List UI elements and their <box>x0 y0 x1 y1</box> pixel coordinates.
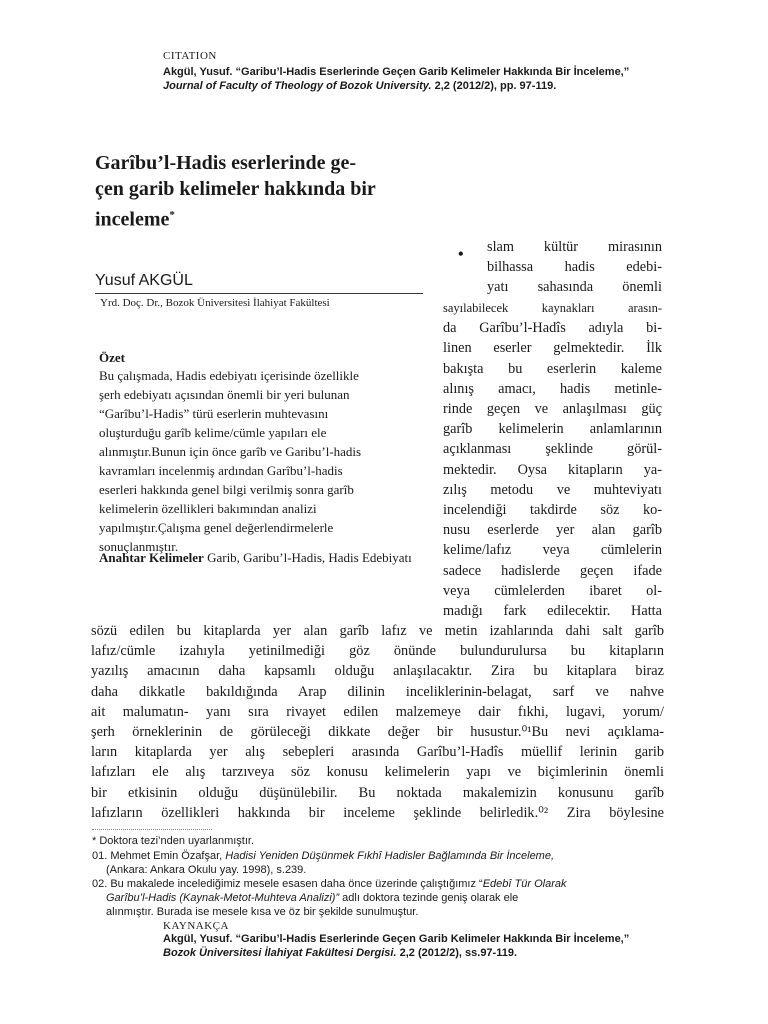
abstract-body: Bu çalışmada, Hadis edebiyatı içerisinde özellikle şerh edebiyatı açısından önemli bir yeri bulunan “Garîbu’l-Hadis” türü eserlerin muhtevasını oluşturduğu garîb kelime/cümle yapıları ele alınmıştır.Bunun için önce garîb ve Garibu’l-hadis kavramları incelenmiş ardından Garîbu’l-hadis eserleri hakkında genel bilgi verilmiş sonra garîb kelimelerin özellikleri bakımından analizi yapılmıştır.Çalışma genel değerlendirmelerle sonuçlanmıştır. <box>99 368 362 554</box>
citation-line-1: Akgül, Yusuf. “Garibu’l-Hadis Eserlerinde Geçen Garib Kelimeler Hakkında Bir İnceleme,” <box>163 66 630 78</box>
body-line: bir etkisinin olduğu düşünülebilir. Bu noktada makalemizin konusunu garîb <box>91 784 664 801</box>
footnote-divider <box>92 829 212 830</box>
body-line: bilhassa hadis edebi- <box>487 259 662 276</box>
body-line: lafızları ele alış tarzıveya söz konusu kelimelerin yapı ve biçimlerinin önemli <box>91 764 664 781</box>
body-line: nusu eserlerde yer alan garîb <box>443 522 662 539</box>
body-line: sayılabilecek kaynakları arasın- <box>443 301 662 315</box>
footnote-star: * Doktora tezi’nden uyarlanmıştır. <box>92 835 255 847</box>
title-footnote-mark: * <box>169 209 175 221</box>
body-line: sadece hadislerde geçen ifade <box>443 562 662 579</box>
dropcap-marker: • <box>458 246 464 263</box>
footnote-2-title-cont: Garîbu’l-Hadis (Kaynak-Metot-Muhteva Analizi)” <box>106 892 340 904</box>
author-affiliation: Yrd. Doç. Dr., Bozok Üniversitesi İlahiyat Fakültesi <box>100 297 330 309</box>
article-title <box>95 150 425 233</box>
body-line: mektedir. Oysa kitapların ya- <box>443 461 662 478</box>
body-line: slam kültür mirasının <box>487 239 662 255</box>
body-line: kelime/lafız veya cümlelerin <box>443 542 662 559</box>
author-divider <box>95 293 423 294</box>
body-line: garîb kelimelerin anlamlarının <box>443 421 662 438</box>
body-line: da Garîbu’l-Hadîs adıyla bi- <box>443 320 662 337</box>
reference-label: KAYNAKÇA <box>163 920 229 932</box>
keywords <box>99 548 429 567</box>
body-line: linen eserler gelmektedir. İlk <box>443 340 662 357</box>
title-line-3: inceleme <box>95 208 170 231</box>
footnote-1-title: Hadisi Yeniden Düşünmek Fıkhî Hadisler Bağlamında Bir İnceleme, <box>225 850 555 862</box>
footnote-1-author: 01. Mehmet Emin Özafşar, <box>92 850 226 862</box>
body-line: daha dikkatle bakıldığında Arap dilinin inceliklerinin-belagat, sarf ve nahve <box>91 683 664 700</box>
footnote-1 <box>92 850 554 863</box>
body-line: açıklanması şeklinde görül- <box>443 441 662 458</box>
footnote-2-text-cont: adlı doktora tezinde geniş olarak ele <box>339 892 519 904</box>
footnote-1-publisher: (Ankara: Ankara Okulu yay. 1998), s.239. <box>106 864 307 876</box>
body-line: yazılış amacının daha kapsamlı olduğu anlaşılacaktır. Zira bu kitaplara biraz <box>91 663 664 680</box>
body-line: lafız/cümle izahıyla yetinilmediği göz önünde bulundurulursa bu kitapların <box>91 643 664 660</box>
reference-journal: Bozok Üniversitesi İlahiyat Fakültesi Dergisi. <box>163 947 397 959</box>
body-line: madığı fark edilecektir. Hatta <box>443 603 662 620</box>
body-line: rinde geçen ve anlaşılması güç <box>443 401 662 418</box>
footnote-2-text: 02. Bu makalede incelediğimiz mesele esasen daha önce üzerinde çalıştığımız “ <box>92 878 483 890</box>
keywords-list: Garib, Garibu’l-Hadis, Hadis Edebiyatı <box>207 550 412 565</box>
reference-line-2 <box>163 947 517 959</box>
title-line-2: çen garib kelimeler hakkında bir <box>95 178 376 200</box>
body-line: lafızların özellikleri hakkında bir inceleme şeklinde belirledik.⁰² Zira böylesine <box>91 804 664 821</box>
body-line: veya cümlelerden ibaret ol- <box>443 582 662 599</box>
body-column-narrow <box>487 237 662 298</box>
footnote-2 <box>92 878 566 891</box>
keywords-label: Anahtar Kelimeler <box>99 550 204 565</box>
footnote-2-line-3: alınmıştır. Burada ise mesele kısa ve öz bir şekilde sunulmuştur. <box>106 906 419 918</box>
body-column-mid <box>443 298 662 621</box>
body-line: ların kitaplarda yer alış sebepleri arasında Garîbu’l-Hadîs müellif lerinin garib <box>91 744 664 761</box>
body-line: yatı sahasında önemli <box>487 279 662 296</box>
title-line-1: Garîbu’l-Hadis eserlerinde ge- <box>95 152 357 174</box>
reference-line-1: Akgül, Yusuf. “Garibu’l-Hadis Eserlerinde Geçen Garib Kelimeler Hakkında Bir İnceleme,” <box>163 933 630 945</box>
body-column-full <box>91 621 664 823</box>
body-line: incelendiği takdirde söz ko- <box>443 502 662 519</box>
body-line: alınış amacı, hadis metinle- <box>443 380 662 397</box>
body-line: şerh örneklerinin de görüleceği dikkate değer bir husustur.⁰¹Bu nevi açıklama- <box>91 724 664 741</box>
body-line: zılış metodu ve muhteviyatı <box>443 481 662 498</box>
citation-journal: Journal of Faculty of Theology of Bozok University. <box>163 80 432 92</box>
citation-volume: 2,2 (2012/2), pp. 97-119. <box>434 80 557 92</box>
body-line: ait malumatın- yanı sıra rivayet edilen malzemeye dair fıkhi, lugavi, yorum/ <box>91 703 664 720</box>
author-name: Yusuf AKGÜL <box>95 272 193 289</box>
footnote-2-title: Edebî Tür Olarak <box>482 878 567 890</box>
abstract-heading: Özet <box>99 350 125 365</box>
body-line: sözü edilen bu kitaplarda yer alan garîb lafız ve metin izahlarında dahi salt garîb <box>91 623 664 639</box>
reference-volume: 2,2 (2012/2), ss.97-119. <box>399 947 518 959</box>
footnote-2-line-2 <box>106 892 518 905</box>
body-line: bakışta bu eserlerin kaleme <box>443 360 662 377</box>
citation-label: CITATION <box>163 50 217 62</box>
citation-line-2 <box>163 80 556 92</box>
